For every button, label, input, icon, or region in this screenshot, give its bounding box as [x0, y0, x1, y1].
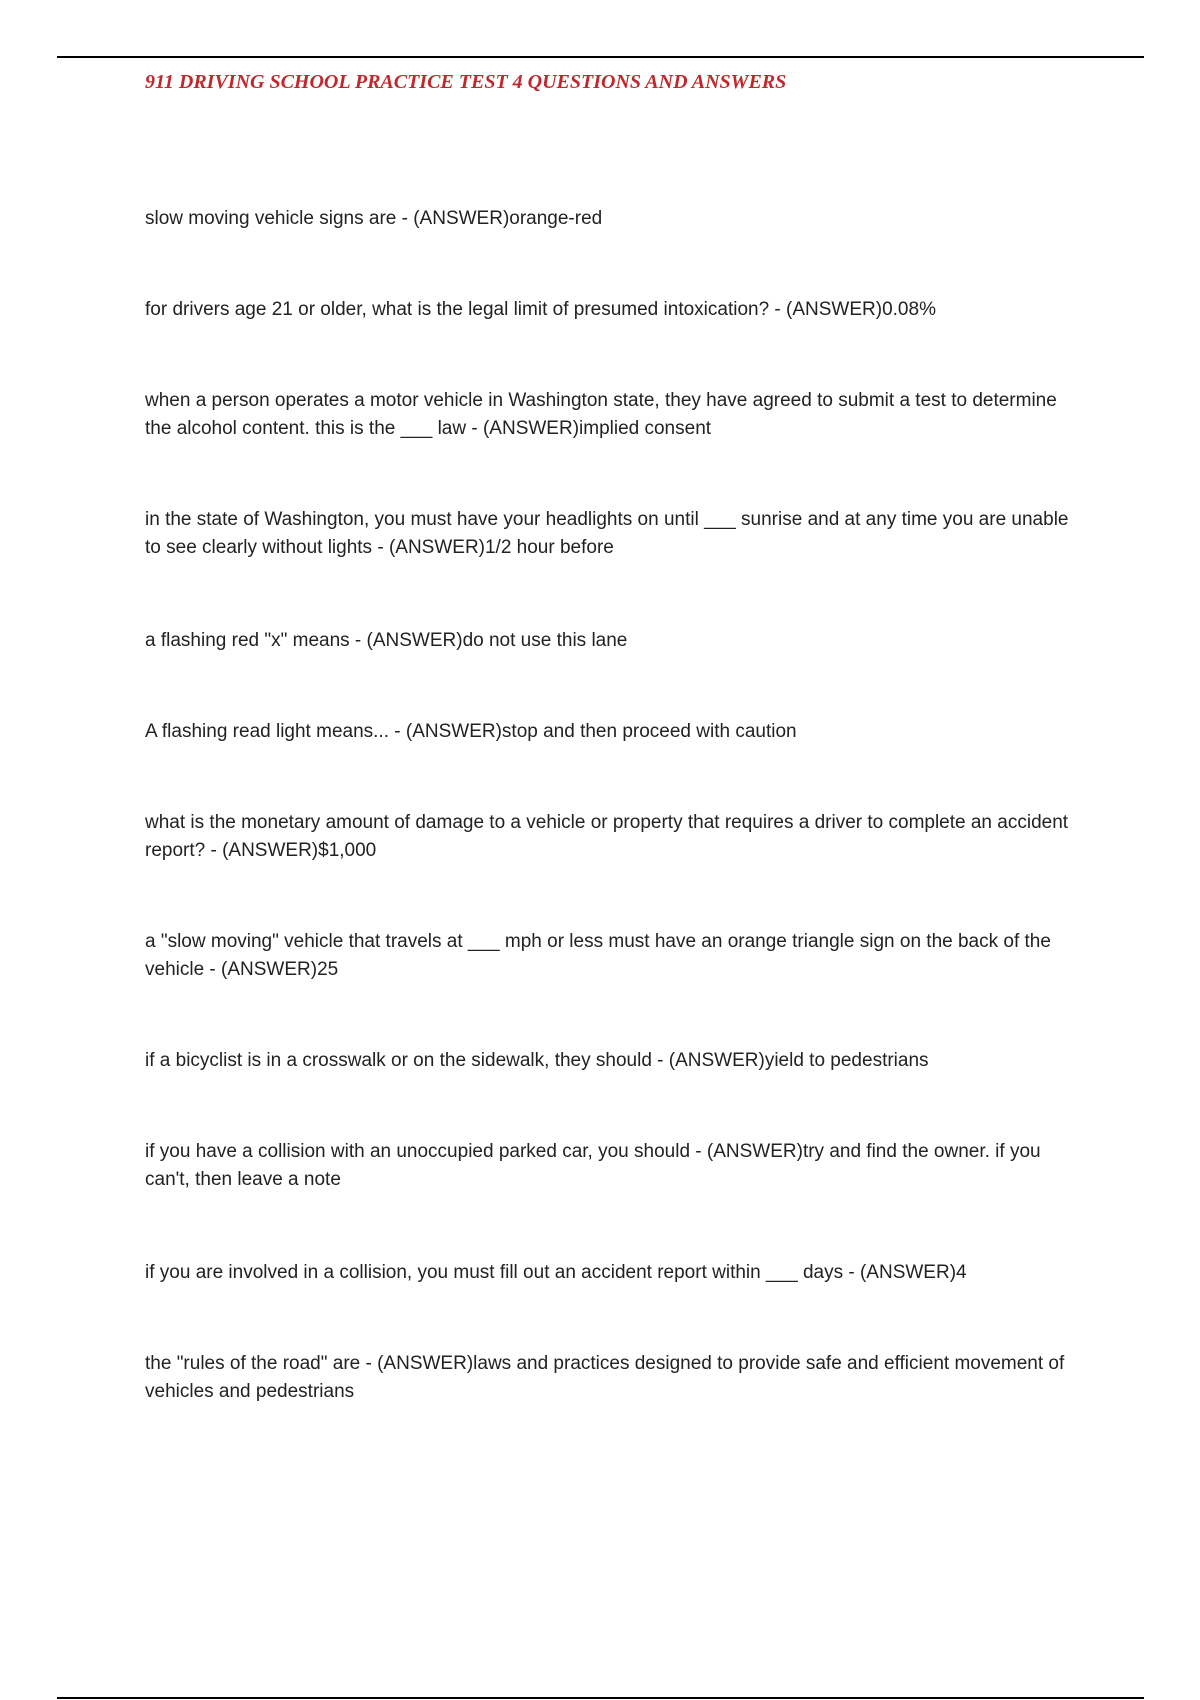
qa-item-10: if you have a collision with an unoccupied parked car, you should - (ANSWER)try and find the owner. if you can't, then leave a note: [145, 1141, 1041, 1190]
top-rule: [57, 56, 1144, 58]
qa-item-6: A flashing read light means... - (ANSWER)stop and then proceed with caution: [145, 721, 797, 742]
qa-item-3: when a person operates a motor vehicle in Washington state, they have agreed to submit a test to determine the alcohol content. this is the ___ law - (ANSWER)implied consent: [145, 390, 1057, 439]
qa-item-12: the "rules of the road" are - (ANSWER)laws and practices designed to provide safe and efficient movement of vehicles and pedestrians: [145, 1353, 1065, 1402]
qa-item-8: a "slow moving" vehicle that travels at ___ mph or less must have an orange triangle sign on the back of the vehicle - (ANSWER)25: [145, 931, 1051, 980]
qa-item-4: in the state of Washington, you must have your headlights on until ___ sunrise and at any time you are unable to see clearly without lights - (ANSWER)1/2 hour before: [145, 509, 1069, 558]
qa-item-5: a flashing red "x" means - (ANSWER)do not use this lane: [145, 630, 628, 651]
qa-item-9: if a bicyclist is in a crosswalk or on the sidewalk, they should - (ANSWER)yield to pedestrians: [145, 1050, 929, 1071]
qa-item-7: what is the monetary amount of damage to a vehicle or property that requires a driver to complete an accident report? - (ANSWER)$1,000: [145, 812, 1069, 861]
qa-item-2: for drivers age 21 or older, what is the legal limit of presumed intoxication? - (ANSWER)0.08%: [145, 299, 936, 320]
qa-item-11: if you are involved in a collision, you must fill out an accident report within ___ days - (ANSWER)4: [145, 1262, 967, 1283]
bottom-rule: [57, 1697, 1144, 1699]
document-title: 911 DRIVING SCHOOL PRACTICE TEST 4 QUESTIONS AND ANSWERS: [145, 71, 787, 93]
qa-item-1: slow moving vehicle signs are - (ANSWER)orange-red: [145, 208, 603, 229]
